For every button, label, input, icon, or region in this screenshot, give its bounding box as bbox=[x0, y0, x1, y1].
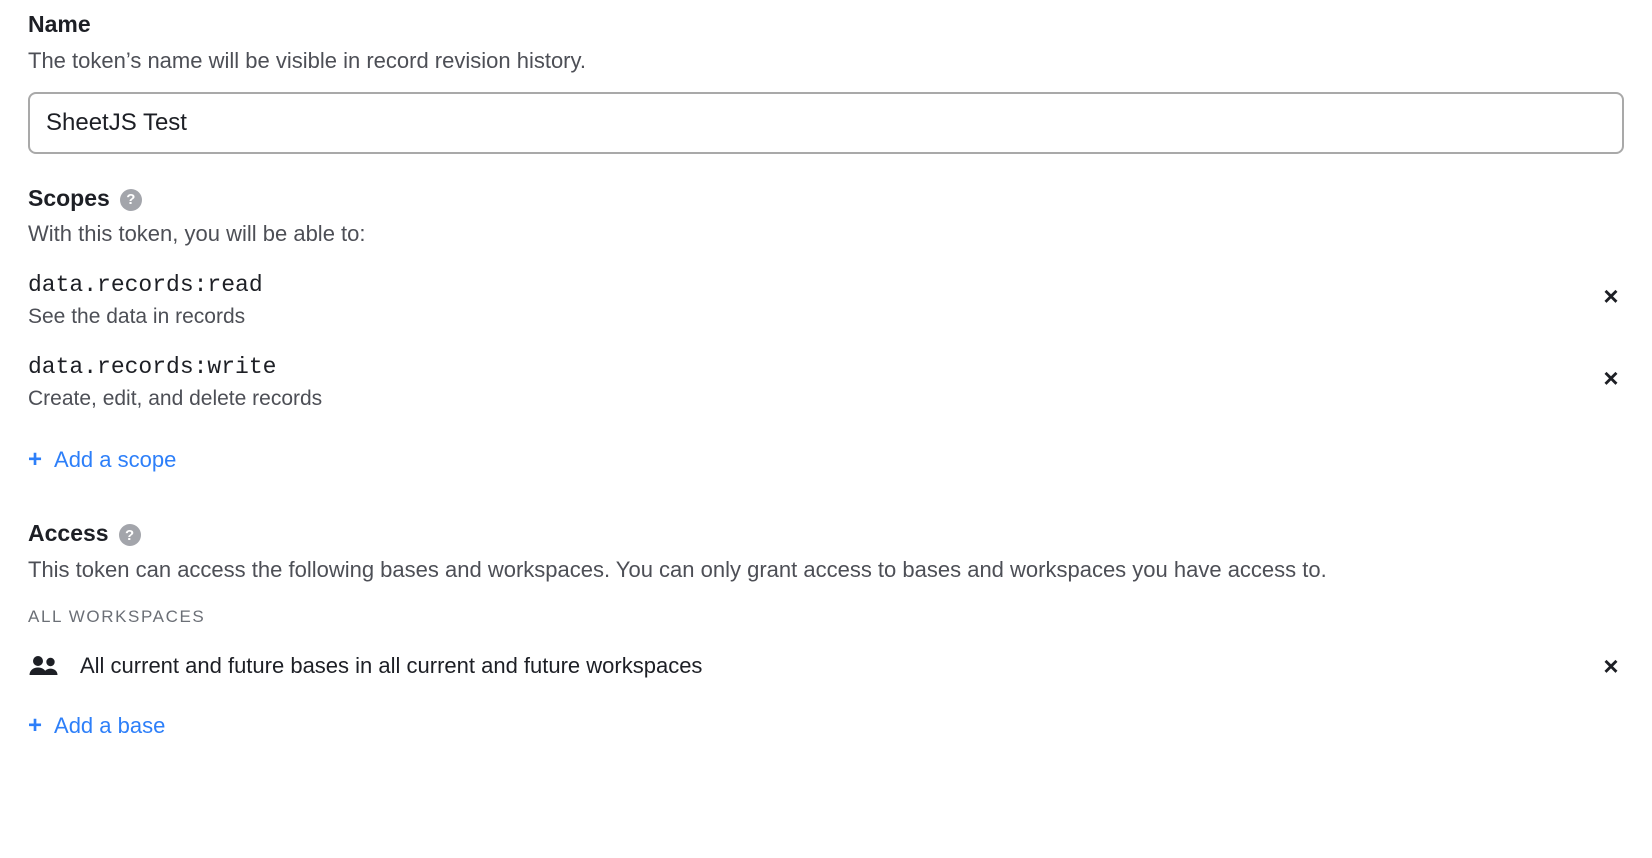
access-item-label: All current and future bases in all current and future workspaces bbox=[80, 652, 703, 678]
add-base-button[interactable] bbox=[28, 713, 165, 739]
scopes-section-title bbox=[28, 184, 1624, 214]
name-section-title bbox=[28, 10, 1624, 40]
scope-description: Create, edit, and delete records bbox=[28, 387, 323, 410]
name-title-text: Name bbox=[28, 11, 91, 37]
plus-icon: + bbox=[28, 711, 43, 739]
access-section-description: This token can access the following bases and workspaces. You can only grant access to bases and workspaces you have access to. bbox=[28, 557, 1327, 583]
remove-access-icon[interactable]: × bbox=[1598, 653, 1624, 679]
scopes-section bbox=[28, 184, 1624, 474]
scopes-title-text: Scopes bbox=[28, 184, 110, 211]
scope-list-item bbox=[28, 353, 1624, 413]
scopes-help-icon[interactable]: ? bbox=[120, 189, 142, 211]
access-section bbox=[28, 519, 1624, 739]
access-list-item bbox=[28, 649, 1624, 683]
remove-scope-icon[interactable]: × bbox=[1598, 365, 1624, 391]
plus-icon: + bbox=[28, 446, 43, 474]
workspaces-people-icon bbox=[28, 653, 62, 679]
add-base-row bbox=[28, 713, 1624, 739]
all-workspaces-group-label: ALL WORKSPACES bbox=[28, 606, 206, 626]
scope-list-item bbox=[28, 271, 1624, 331]
add-scope-row bbox=[28, 447, 1624, 473]
scope-name: data.records:write bbox=[28, 354, 277, 381]
access-title-text: Access bbox=[28, 520, 109, 547]
remove-scope-icon[interactable]: × bbox=[1598, 283, 1624, 309]
access-section-title bbox=[28, 519, 1624, 549]
scope-name: data.records:read bbox=[28, 272, 263, 299]
name-section bbox=[28, 10, 1624, 154]
scopes-section-description: With this token, you will be able to: bbox=[28, 221, 366, 247]
access-help-icon[interactable]: ? bbox=[119, 524, 141, 546]
add-scope-label: Add a scope bbox=[54, 447, 177, 473]
token-name-input[interactable] bbox=[28, 92, 1624, 154]
scope-description: See the data in records bbox=[28, 304, 246, 328]
add-base-label: Add a base bbox=[54, 712, 166, 738]
add-scope-button[interactable] bbox=[28, 447, 176, 473]
name-section-description: The token’s name will be visible in record revision history. bbox=[28, 47, 586, 73]
